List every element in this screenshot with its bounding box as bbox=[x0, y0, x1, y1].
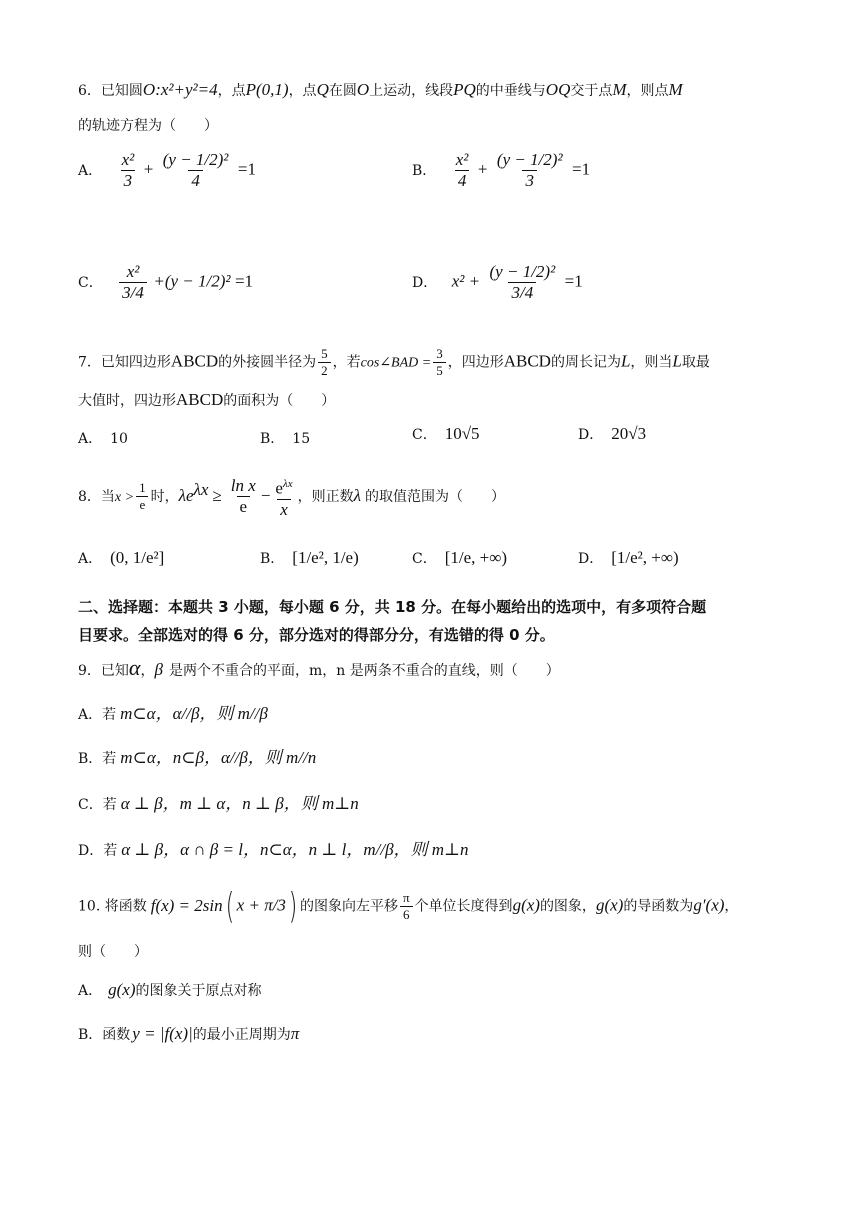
q9-option-a[interactable]: A．若 m⊂α，α//β，则 m//β bbox=[78, 704, 268, 723]
q9-stem: 9．已知α，β 是两个不重合的平面，m，n 是两条不重合的直线，则（ ） bbox=[78, 655, 560, 680]
q8-option-b[interactable]: B． [1/e², 1/e) bbox=[260, 548, 359, 567]
q6-option-c[interactable]: C． $\frac{\text{x²}}{3/4}$ +(y − 1/2)² =1 bbox=[78, 262, 254, 302]
q6-circle-equation: O:x²+y²=4 bbox=[142, 80, 218, 99]
q7-option-b[interactable]: B． 15 bbox=[260, 431, 311, 447]
q10-option-a[interactable]: A． g(x)的图象关于原点对称 bbox=[78, 980, 262, 999]
q9-option-c[interactable]: C．若 α ⊥ β，m ⊥ α，n ⊥ β，则 m⊥n bbox=[78, 794, 359, 813]
q9-option-b[interactable]: B．若 m⊂α，n⊂β，α//β，则 m//n bbox=[78, 748, 317, 767]
q7-option-c[interactable]: C． 10√5 bbox=[412, 424, 480, 443]
q9-option-d[interactable]: D．若 α ⊥ β，α ∩ β = l，n⊂α，n ⊥ l，m//β，则 m⊥n bbox=[78, 840, 469, 859]
section2-heading-line2: 目要求。全部选对的得 6 分，部分选对的得部分分，有选错的得 0 分。 bbox=[78, 626, 555, 644]
q8-option-a[interactable]: A． (0, 1/e²] bbox=[78, 548, 165, 567]
q8-option-c[interactable]: C． [1/e, +∞) bbox=[412, 548, 508, 567]
q6-stem-line1: 6．已知圆O:x²+y²=4，点P(0,1)，点Q在圆O上运动，线段PQ的中垂线与OQ交于点M，则点M bbox=[78, 80, 683, 99]
q6-option-a[interactable]: A． $\frac{\text{x²}}{3}$ + $\frac{\text{(y − 1/2)²}}{4}$ =1 bbox=[78, 150, 256, 190]
q6-stem-line2: 的轨迹方程为（ ） bbox=[78, 118, 218, 134]
section2-heading-line1: 二、选择题：本题共 3 小题，每小题 6 分，共 18 分。在每小题给出的选项中，有多项符合题 bbox=[78, 598, 707, 616]
q8-stem: 8．当x > $\frac{1}{e}$ 时，$\lambda e^{\lambda x}$ ≥ $\frac{\text{ln x}}{e}$ − $\frac{e^{\lambda x}}{x}$ ，则正数λ 的取值范围为（ ） bbox=[78, 476, 505, 519]
q7-stem-line2: 大值时，四边形ABCD的面积为（ ） bbox=[78, 390, 336, 409]
q7-stem-line1: 7．已知四边形ABCD的外接圆半径为 $\frac{5}{2}$ ，若cos∠BAD = $\frac{3}{5}$ ，四边形ABCD的周长记为L，则当L取最 bbox=[78, 346, 710, 378]
q8-option-d[interactable]: D． [1/e², +∞) bbox=[578, 548, 679, 567]
q6-option-b[interactable]: B． $\frac{\text{x²}}{4}$ + $\frac{\text{(y − 1/2)²}}{3}$ =1 bbox=[412, 150, 591, 190]
q10-stem-line1: 10. 将函数 f(x) = 2sin( x + π/3) 的图象向左平移 $\frac{\pi}{6}$ 个单位长度得到g(x)的图象，g(x)的导函数为g′(x)， bbox=[78, 885, 739, 927]
q6-option-d[interactable]: D． x² + $\frac{\text{(y − 1/2)²}}{3/4}$ =1 bbox=[412, 262, 583, 302]
q10-option-b[interactable]: B．函数 y = |f(x)|的最小正周期为π bbox=[78, 1024, 300, 1043]
q7-option-a[interactable]: A． 10 bbox=[78, 431, 128, 447]
q10-stem-line2: 则（ ） bbox=[78, 944, 148, 960]
q7-option-d[interactable]: D． 20√3 bbox=[578, 424, 647, 443]
